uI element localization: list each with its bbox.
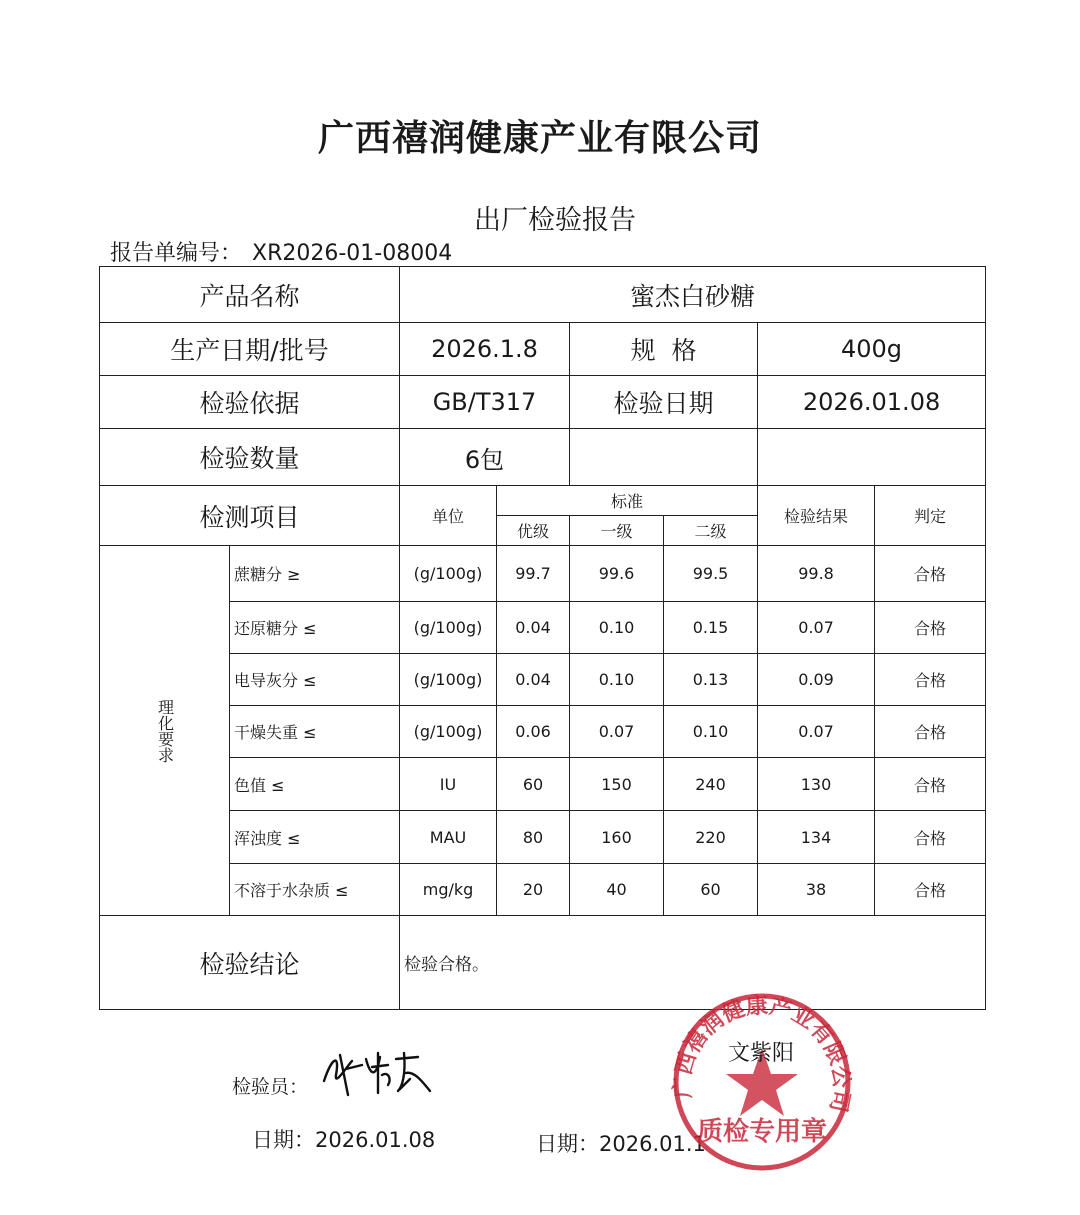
date-left-label: 日期： [252, 1128, 315, 1152]
conclusion-value: 检验合格。 [400, 916, 986, 1010]
company-name: 广西禧润健康产业有限公司 [317, 118, 762, 159]
judgement-value: 合格 [875, 654, 986, 706]
result-value: 134 [758, 811, 875, 864]
grade-second-value: 99.5 [664, 546, 758, 602]
svg-text:质检专用章: 质检专用章 [696, 1117, 828, 1147]
date-left-value: 2026.01.08 [315, 1128, 436, 1152]
production-date-value: 2026.1.8 [400, 323, 570, 376]
grade-first-value: 40 [570, 864, 664, 916]
item-unit: mg/kg [400, 864, 497, 916]
grade-premium-value: 99.7 [497, 546, 570, 602]
inspection-date-label: 检验日期 [570, 376, 758, 429]
item-name: 还原糖分 ≤ [230, 602, 400, 654]
item-unit: IU [400, 758, 497, 811]
grade-second-value: 60 [664, 864, 758, 916]
grade-premium-header: 优级 [497, 516, 570, 546]
item-name: 不溶于水杂质 ≤ [230, 864, 400, 916]
date-right-label: 日期： [536, 1132, 599, 1156]
company-seal [662, 990, 862, 1178]
table-row [100, 546, 986, 602]
report-title: 出厂检验报告 [474, 205, 636, 236]
standard-header: 标准 [497, 486, 758, 516]
item-name: 浑浊度 ≤ [230, 811, 400, 864]
inspection-table [99, 266, 986, 1010]
inspection-basis-value: GB/T317 [400, 376, 570, 429]
grade-first-value: 0.10 [570, 654, 664, 706]
judgement-value: 合格 [875, 758, 986, 811]
grade-second-value: 240 [664, 758, 758, 811]
empty-cell [758, 429, 986, 486]
grade-first-value: 0.07 [570, 706, 664, 758]
product-name-value: 蜜杰白砂糖 [400, 267, 986, 323]
judgement-value: 合格 [875, 602, 986, 654]
test-item-header: 检测项目 [100, 486, 400, 546]
result-header: 检验结果 [758, 486, 875, 546]
result-value: 0.09 [758, 654, 875, 706]
production-date-label: 生产日期/批号 [100, 323, 400, 376]
report-number-value: XR2026-01-08004 [252, 241, 453, 266]
inspector-name-stamp: 文紫阳 [728, 1041, 795, 1066]
table-row [100, 864, 986, 916]
result-value: 38 [758, 864, 875, 916]
inspection-quantity-value: 6包 [400, 429, 570, 486]
date-left [252, 1124, 435, 1154]
grade-first-header: 一级 [570, 516, 664, 546]
table-row [100, 602, 986, 654]
product-name-label: 产品名称 [100, 267, 400, 323]
item-name: 电导灰分 ≤ [230, 654, 400, 706]
item-unit: (g/100g) [400, 654, 497, 706]
grade-second-value: 0.15 [664, 602, 758, 654]
grade-second-header: 二级 [664, 516, 758, 546]
inspection-quantity-label: 检验数量 [100, 429, 400, 486]
item-name: 蔗糖分 ≥ [230, 546, 400, 602]
grade-second-value: 220 [664, 811, 758, 864]
item-name: 色值 ≤ [230, 758, 400, 811]
item-unit: (g/100g) [400, 706, 497, 758]
judgement-value: 合格 [875, 864, 986, 916]
category-label: 理化要求 [100, 546, 230, 916]
spec-label: 规 格 [570, 323, 758, 376]
inspection-basis-label: 检验依据 [100, 376, 400, 429]
judgement-value: 合格 [875, 811, 986, 864]
item-unit: MAU [400, 811, 497, 864]
grade-first-value: 99.6 [570, 546, 664, 602]
grade-premium-value: 60 [497, 758, 570, 811]
result-value: 0.07 [758, 602, 875, 654]
grade-premium-value: 20 [497, 864, 570, 916]
empty-cell [570, 429, 758, 486]
inspector-signature [318, 1035, 438, 1109]
judgement-value: 合格 [875, 706, 986, 758]
judgement-value: 合格 [875, 546, 986, 602]
grade-premium-value: 0.04 [497, 654, 570, 706]
unit-header: 单位 [400, 486, 497, 546]
table-row [100, 758, 986, 811]
item-unit: (g/100g) [400, 602, 497, 654]
table-row [100, 654, 986, 706]
result-value: 130 [758, 758, 875, 811]
grade-second-value: 0.13 [664, 654, 758, 706]
table-row [100, 706, 986, 758]
table-row [100, 811, 986, 864]
grade-premium-value: 0.06 [497, 706, 570, 758]
inspector-label: 检验员： [232, 1076, 309, 1098]
grade-first-value: 0.10 [570, 602, 664, 654]
grade-first-value: 150 [570, 758, 664, 811]
spec-value: 400g [758, 323, 986, 376]
report-number-label: 报告单编号： [110, 241, 243, 266]
item-name: 干燥失重 ≤ [230, 706, 400, 758]
svg-text:广西禧润健康产业有限公司: 广西禧润健康产业有限公司 [670, 993, 854, 1115]
grade-premium-value: 80 [497, 811, 570, 864]
inspection-date-value: 2026.01.08 [758, 376, 986, 429]
date-right-value: 2026.01.1 [599, 1132, 706, 1156]
grade-second-value: 0.10 [664, 706, 758, 758]
judgement-header: 判定 [875, 486, 986, 546]
result-value: 0.07 [758, 706, 875, 758]
grade-premium-value: 0.04 [497, 602, 570, 654]
report-number [110, 236, 452, 267]
result-value: 99.8 [758, 546, 875, 602]
conclusion-label: 检验结论 [100, 916, 400, 1010]
grade-first-value: 160 [570, 811, 664, 864]
item-unit: (g/100g) [400, 546, 497, 602]
